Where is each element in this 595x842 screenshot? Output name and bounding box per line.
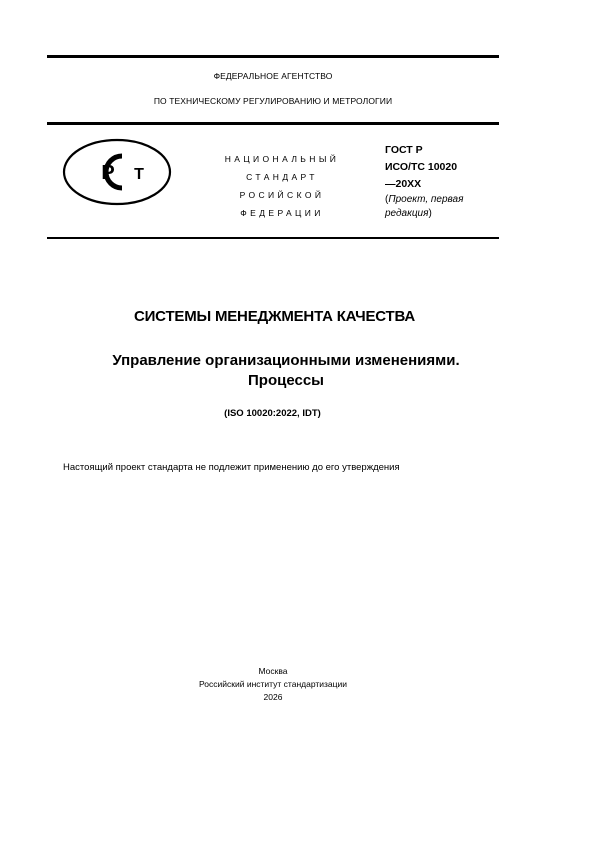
imprint-city: Москва xyxy=(258,666,288,676)
draft-note xyxy=(385,193,500,221)
subtitle-line-2: Процессы xyxy=(248,372,324,389)
draft-note-open: ( xyxy=(385,194,389,205)
draft-notice: Настоящий проект стандарта не подлежит применению до его утверждения xyxy=(63,462,400,473)
subtitle-line-1: Управление организационными изменениями. xyxy=(112,352,460,369)
designation-line-3: —20ХХ xyxy=(385,178,422,190)
draft-note-text: Проект, первая редакция xyxy=(385,194,464,219)
document-subtitle xyxy=(0,351,572,391)
iso-reference: (ISO 10020:2022, IDT) xyxy=(224,408,321,419)
rst-logo-icon xyxy=(62,138,172,206)
top-rule xyxy=(47,55,499,58)
national-standard-block xyxy=(212,150,352,222)
middle-rule xyxy=(47,122,499,125)
document-title: СИСТЕМЫ МЕНЕДЖМЕНТА КАЧЕСТВА xyxy=(133,308,416,325)
designation-line-1: ГОСТ Р xyxy=(385,144,423,156)
designation-line-2: ИСО/ТС 10020 xyxy=(385,161,458,173)
imprint xyxy=(0,665,546,704)
national-line-2: СТАНДАРТ xyxy=(246,172,318,182)
national-line-4: ФЕДЕРАЦИИ xyxy=(240,208,324,218)
logo-glyph-t: Т xyxy=(134,166,144,183)
logo-glyph-p: Р xyxy=(101,162,115,184)
draft-note-close: ) xyxy=(428,208,432,219)
standard-designation xyxy=(385,142,500,221)
imprint-year: 2026 xyxy=(263,692,283,702)
national-line-3: РОСИЙСКОЙ xyxy=(239,190,325,200)
imprint-publisher: Российский институт стандартизации xyxy=(199,679,347,689)
agency-name-line-2: ПО ТЕХНИЧЕСКОМУ РЕГУЛИРОВАНИЮ И МЕТРОЛОГИИ xyxy=(153,96,393,106)
agency-name-line-1: ФЕДЕРАЛЬНОЕ АГЕНТСТВО xyxy=(213,71,333,81)
national-line-1: НАЦИОНАЛЬНЫЙ xyxy=(224,154,340,164)
bottom-rule xyxy=(47,237,499,239)
